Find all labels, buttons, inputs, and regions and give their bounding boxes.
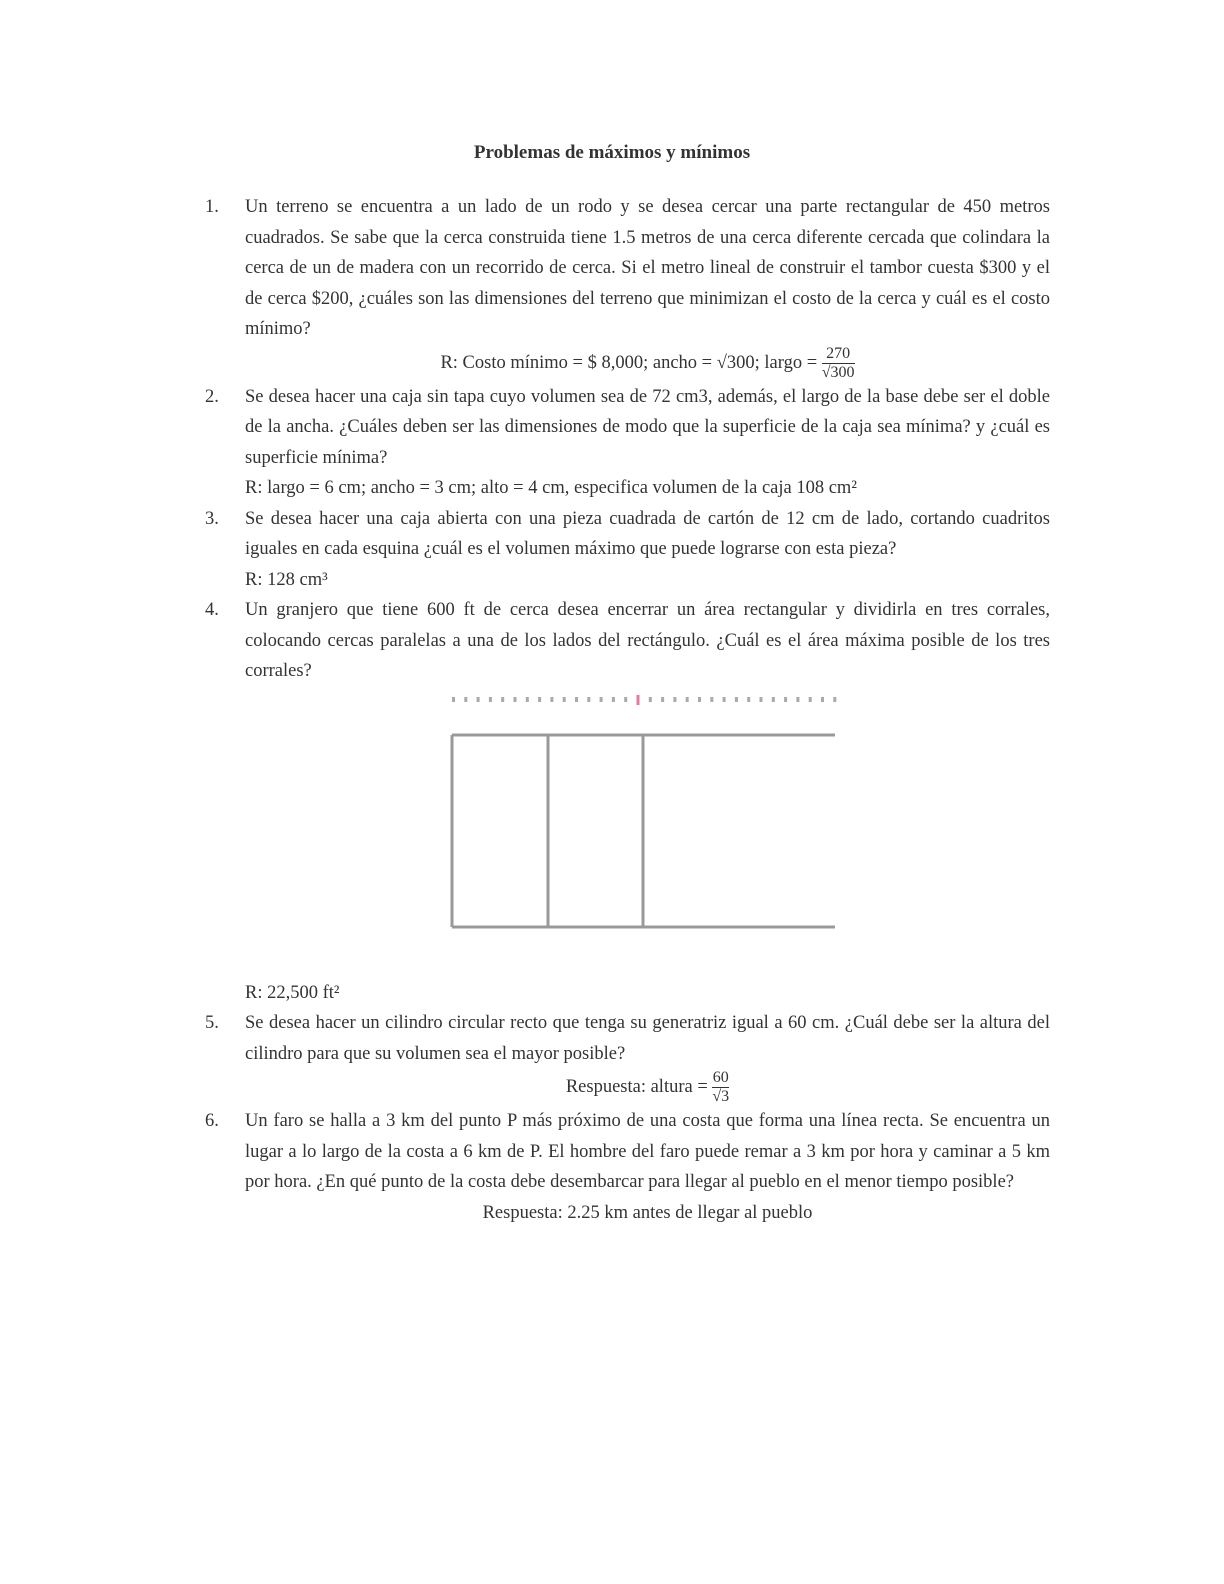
- top-tick: [821, 697, 824, 702]
- top-tick: [501, 697, 504, 702]
- problem-text: Un granjero que tiene 600 ft de cerca desea encerrar un área rectangular y dividirla en tres corrales, colocando cercas paralelas a una de los lados del rectángulo. ¿Cuál es el área máxima posible de los tres corrales?: [245, 600, 1050, 681]
- problem-list: [205, 192, 1050, 1228]
- top-tick: [587, 697, 590, 702]
- problem-text: Se desea hacer un cilindro circular recto que tenga su generatriz igual a 60 cm. ¿Cuál debe ser la altura del cilindro para que su volumen sea el mayor posible?: [245, 1013, 1050, 1064]
- corral-figure: [245, 693, 1050, 968]
- fraction-denominator: √300: [821, 363, 855, 381]
- problem-answer: R: 22,500 ft²: [245, 982, 340, 1003]
- document-title: Problemas de máximos y mínimos: [473, 142, 751, 163]
- top-tick: [698, 697, 701, 702]
- top-tick: [489, 697, 492, 702]
- top-tick: [661, 697, 664, 702]
- top-tick: [563, 697, 566, 702]
- fraction-numerator: 60: [712, 1069, 729, 1086]
- top-tick: [772, 697, 775, 702]
- top-tick: [809, 697, 812, 702]
- top-tick: [464, 697, 467, 702]
- top-tick: [673, 697, 676, 702]
- answer-text: R: Costo mínimo = $ 8,000; ancho = √300; largo =: [440, 352, 818, 373]
- top-tick: [538, 697, 541, 702]
- top-tick: [452, 697, 455, 702]
- problem-2: [205, 382, 1050, 504]
- top-tick: [833, 697, 836, 702]
- fraction-numerator: 270: [826, 344, 851, 362]
- top-tick: [612, 697, 615, 702]
- problem-text: Se desea hacer una caja abierta con una pieza cuadrada de cartón de 12 cm de lado, cortando cuadritos iguales en cada esquina ¿cuál es el volumen máximo que puede lograrse con esta pieza?: [245, 508, 1050, 559]
- problem-text: Un terreno se encuentra a un lado de un rodo y se desea cercar una parte rectangular de 450 metros cuadrados. Se sabe que la cerca construida tiene 1.5 metros de una cerca diferente cercada que colindara la cerca de un de madera con un recorrido de cerca. Si el metro lineal de construir el tambor cuesta $300 y el de cerca $200, ¿cuáles son las dimensiones del terreno que minimizan el costo de la cerca y cuál es el costo mínimo?: [245, 197, 1050, 339]
- problem-number: 4.: [205, 600, 219, 620]
- top-tick: [575, 697, 578, 702]
- problem-6: [205, 1106, 1050, 1228]
- problem-number: 6.: [205, 1111, 219, 1131]
- top-tick: [747, 697, 750, 702]
- problem-3: [205, 504, 1050, 596]
- top-tick: [784, 697, 787, 702]
- problem-4: [205, 595, 1050, 1008]
- problem-number: 5.: [205, 1013, 219, 1033]
- top-tick: [477, 697, 480, 702]
- top-dimension-ticks: [452, 695, 836, 705]
- top-tick: [600, 697, 603, 702]
- top-tick: [526, 697, 529, 702]
- problem-answer: [245, 345, 1050, 382]
- problem-number: 3.: [205, 508, 219, 529]
- top-tick: [686, 697, 689, 702]
- answer-fraction: [822, 345, 855, 382]
- problem-answer: [245, 1069, 1050, 1106]
- top-tick: [735, 697, 738, 702]
- top-tick: [710, 697, 713, 702]
- top-tick: [760, 697, 763, 702]
- answer-text: Respuesta: altura =: [565, 1076, 708, 1097]
- problem-answer: Respuesta: 2.25 km antes de llegar al pueblo: [482, 1202, 813, 1223]
- problem-answer: R: 128 cm³: [245, 569, 328, 590]
- fraction-denominator: √3: [712, 1088, 730, 1105]
- top-tick: [649, 697, 652, 702]
- problem-text: Se desea hacer una caja sin tapa cuyo volumen sea de 72 cm3, además, el largo de la base debe ser el doble de la ancha. ¿Cuáles deben ser las dimensiones de modo que la superficie de la caja sea mínima? y ¿cuál es superficie mínima?: [245, 386, 1050, 468]
- top-tick: [624, 697, 627, 702]
- problem-number: 1.: [205, 197, 219, 217]
- answer-fraction: [712, 1069, 729, 1106]
- top-tick: [637, 695, 640, 705]
- problem-text: Un faro se halla a 3 km del punto P más próximo de una costa que forma una línea recta. Se encuentra un lugar a lo largo de la costa a 6 km de P. El hombre del faro puede remar a 3 km por hora y caminar a 5 km por hora. ¿En qué punto de la costa debe desembarcar para llegar al pueblo en el menor tiempo posible?: [245, 1111, 1050, 1192]
- top-tick: [550, 697, 553, 702]
- problem-5: [205, 1008, 1050, 1106]
- top-tick: [514, 697, 517, 702]
- top-tick: [723, 697, 726, 702]
- problem-1: [205, 192, 1050, 382]
- top-tick: [796, 697, 799, 702]
- corral-diagram: [440, 693, 880, 953]
- problem-number: 2.: [205, 386, 219, 407]
- problem-answer: R: largo = 6 cm; ancho = 3 cm; alto = 4 cm, especifica volumen de la caja 108 cm²: [245, 478, 857, 498]
